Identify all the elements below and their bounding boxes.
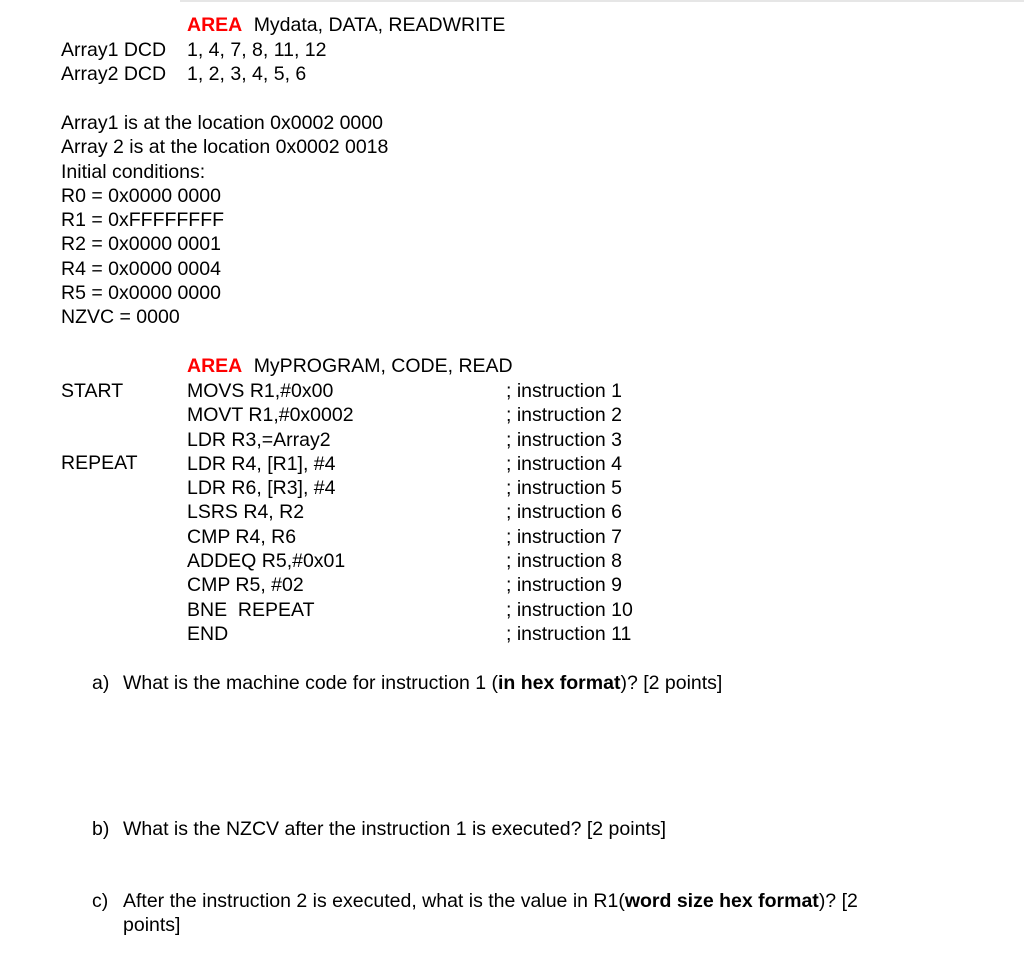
question-c-label: c) [92, 890, 109, 912]
conditions-block [61, 111, 388, 330]
question-a-text [123, 671, 722, 695]
instruction-5: LDR R6, [R3], #4 [187, 477, 336, 500]
label-start: START [61, 380, 124, 402]
array1-values: 1, 4, 7, 8, 11, 12 [187, 39, 327, 61]
code-area-directive: MyPROGRAM, CODE, READ [253, 355, 513, 377]
comment-7: ; instruction 7 [506, 525, 622, 548]
data-area-keyword: AREA [187, 14, 243, 36]
comment-6: ; instruction 6 [506, 501, 622, 524]
array2-values: 1, 2, 3, 4, 5, 6 [187, 63, 307, 85]
array2-label: Array2 DCD [61, 63, 167, 85]
question-a-post: )? [2 points] [620, 672, 723, 694]
comment-9: ; instruction 9 [506, 574, 622, 597]
register-r1: R1 = 0xFFFFFFFF [61, 209, 225, 232]
instruction-8: ADDEQ R5,#0x01 [187, 550, 346, 573]
comment-1: ; instruction 1 [506, 380, 622, 402]
question-c-bold: word size hex format [624, 890, 819, 912]
initial-conditions-heading: Initial conditions: [61, 160, 206, 183]
top-border [180, 0, 1024, 2]
array1-location: Array1 is at the location 0x0002 0000 [61, 112, 383, 134]
question-c-pre: After the instruction 2 is executed, what is the value in R1( [123, 890, 625, 912]
array2-location: Array 2 is at the location 0x0002 0018 [61, 136, 389, 159]
question-c [92, 889, 858, 937]
comment-10: ; instruction 10 [506, 598, 633, 621]
label-repeat: REPEAT [61, 452, 138, 474]
comment-2: ; instruction 2 [506, 404, 622, 427]
data-area-directive: Mydata, DATA, READWRITE [253, 14, 506, 36]
question-a-pre: What is the machine code for instruction 1 ( [123, 672, 499, 694]
comment-3: ; instruction 3 [506, 428, 622, 451]
instruction-10: BNE REPEAT [187, 598, 315, 621]
question-b-label: b) [92, 818, 110, 840]
question-a-label: a) [92, 672, 110, 694]
data-area-header [187, 13, 505, 37]
comment-4: ; instruction 4 [506, 452, 622, 475]
instruction-11: END [187, 622, 229, 645]
comment-8: ; instruction 8 [506, 550, 622, 573]
comment-list [506, 379, 633, 646]
register-r0: R0 = 0x0000 0000 [61, 184, 221, 207]
comment-11: ; instruction 11 [506, 622, 632, 645]
question-b-text: What is the NZCV after the instruction 1 is executed? [2 points] [123, 818, 667, 840]
question-a [92, 671, 723, 695]
array1-label: Array1 DCD [61, 39, 167, 61]
instruction-1: MOVS R1,#0x00 [187, 380, 334, 402]
register-r2: R2 = 0x0000 0001 [61, 233, 221, 256]
instruction-2: MOVT R1,#0x0002 [187, 404, 354, 427]
register-r4: R4 = 0x0000 0004 [61, 257, 221, 280]
instruction-9: CMP R5, #02 [187, 574, 304, 597]
instruction-list [187, 379, 354, 646]
code-area-keyword: AREA [187, 355, 243, 377]
flags-nzvc: NZVC = 0000 [61, 306, 180, 329]
instruction-6: LSRS R4, R2 [187, 501, 305, 524]
question-c-text [123, 889, 858, 938]
instruction-3: LDR R3,=Array2 [187, 428, 331, 451]
question-a-bold: in hex format [498, 672, 621, 694]
question-c-post: )? [2 [818, 890, 858, 912]
question-c-line2: points] [123, 914, 181, 937]
register-r5: R5 = 0x0000 0000 [61, 282, 221, 305]
instruction-7: CMP R4, R6 [187, 525, 297, 548]
question-b [92, 817, 667, 841]
comment-5: ; instruction 5 [506, 477, 622, 500]
instruction-4: LDR R4, [R1], #4 [187, 452, 336, 475]
code-area-header [187, 354, 513, 378]
